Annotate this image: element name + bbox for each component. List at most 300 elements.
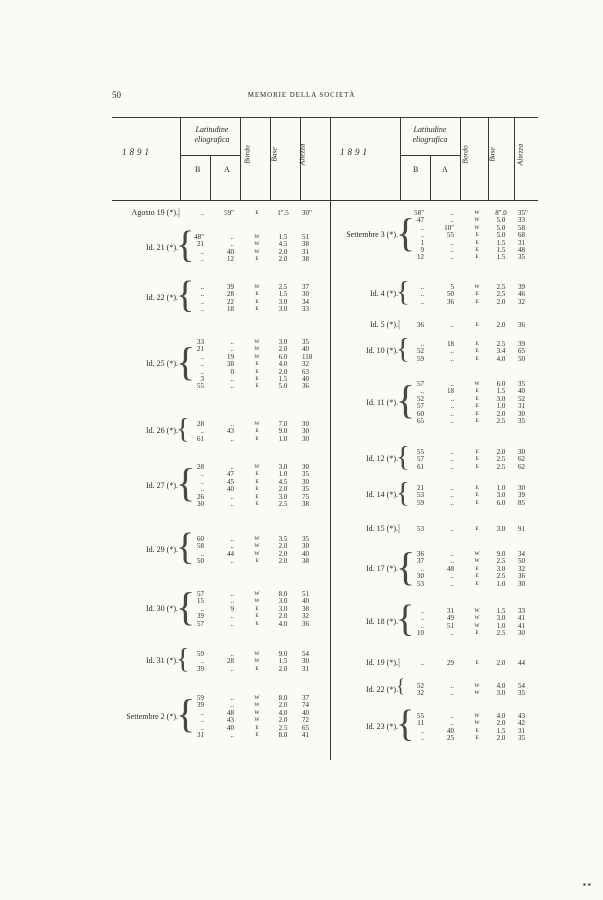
cell-b: .. <box>420 659 424 667</box>
date-label: Id. 10 (*). <box>366 346 398 356</box>
cell-b: .. <box>420 290 424 299</box>
cell-bordo: E <box>475 499 479 506</box>
date-label: Id. 22 (*). <box>366 684 398 694</box>
cell-a: 47 <box>227 470 234 479</box>
cell-base: 2.5 <box>496 629 506 638</box>
year-label-right: 1891 <box>340 147 370 157</box>
cell-bordo: E <box>255 620 259 627</box>
top-rule <box>112 117 538 118</box>
cell-b: 55 <box>417 448 424 456</box>
corner-mark: ▪ ▪ <box>583 880 591 889</box>
cell-altezza: 54 <box>518 682 525 690</box>
cell-base: 5.0 <box>496 223 506 232</box>
group-brace: { <box>176 339 196 384</box>
year-label-left: 1891 <box>122 147 152 157</box>
cell-a: 45 <box>227 477 234 486</box>
cell-a: 9 <box>230 604 234 613</box>
cell-base: 6.0 <box>278 352 288 361</box>
cell-altezza: 34 <box>302 297 309 306</box>
cell-bordo: E <box>255 291 259 298</box>
cell-a: 29 <box>447 659 454 667</box>
cell-bordo: W <box>254 658 260 665</box>
cell-b: .. <box>420 387 424 396</box>
cell-altezza: 35 <box>518 417 525 425</box>
cell-a: .. <box>450 380 454 388</box>
cell-base: 2.0 <box>278 367 288 376</box>
group-brace: { <box>176 526 195 568</box>
cell-altezza: 41 <box>518 621 525 630</box>
cell-a: .. <box>230 375 234 383</box>
cell-base: 1.5 <box>278 290 288 299</box>
cell-base: 2.0 <box>278 701 288 710</box>
running-header <box>0 90 603 102</box>
cell-b: 12 <box>417 253 424 262</box>
cell-a: 22 <box>227 297 234 306</box>
cell-altezza: 38 <box>302 240 309 249</box>
cell-b: 57 <box>417 402 424 411</box>
cell-a: 40 <box>227 247 234 256</box>
cell-a: .. <box>230 345 234 354</box>
cell-base: 1.5 <box>496 607 506 615</box>
group-brace: { <box>396 598 415 640</box>
group-brace: { <box>176 224 195 266</box>
cell-bordo: E <box>475 291 479 298</box>
cell-base: 4.0 <box>278 708 288 717</box>
cell-b: .. <box>200 470 204 479</box>
cell-altezza: 36 <box>518 321 525 329</box>
cell-base: 1.5 <box>278 375 288 383</box>
cell-base: 1.5 <box>496 726 506 735</box>
cell-base: 1.5 <box>278 233 288 241</box>
cell-bordo: E <box>475 449 479 455</box>
cell-base: 2.0 <box>278 542 288 551</box>
cell-base: 2.0 <box>278 549 288 558</box>
cell-bordo: E <box>255 665 259 672</box>
cell-base: 3.0 <box>496 525 506 533</box>
cell-a: .. <box>230 542 234 551</box>
cell-bordo: W <box>474 608 480 614</box>
cell-a: .. <box>450 354 454 363</box>
cell-b: .. <box>200 427 204 436</box>
cell-b: .. <box>200 657 204 666</box>
cell-altezza: 35 <box>518 734 525 743</box>
cell-base: 1.5 <box>496 253 506 262</box>
group-brace: { <box>396 676 406 697</box>
cell-bordo: E <box>475 463 479 470</box>
cell-altezza: 30 <box>518 484 525 492</box>
cell-base: 2.0 <box>496 734 506 743</box>
cell-base: 2.0 <box>496 409 506 418</box>
cell-b: 33 <box>197 338 204 346</box>
cell-altezza: 30 <box>518 629 525 638</box>
cell-base: 1.5 <box>496 246 506 254</box>
cell-bordo: W <box>474 615 480 622</box>
cell-bordo: E <box>475 403 479 410</box>
cell-altezza: 52 <box>518 394 525 403</box>
cell-b: 59 <box>197 650 204 658</box>
cell-a: 36 <box>447 297 454 306</box>
cell-b: .. <box>200 247 204 256</box>
cell-a: 25 <box>447 734 454 743</box>
cell-base: 8".0 <box>495 209 507 217</box>
cell-b: .. <box>200 716 204 725</box>
cell-base: 2.5 <box>496 572 506 581</box>
cell-altezza: 50 <box>518 354 525 363</box>
date-label: Id. 4 (*). <box>370 289 398 299</box>
group-brace: { <box>396 441 410 473</box>
cell-base: 3.0 <box>278 492 288 501</box>
cell-altezza: 38 <box>302 604 309 613</box>
cell-base: 1.5 <box>278 657 288 666</box>
group-brace: { <box>176 584 196 629</box>
cell-a: .. <box>230 240 234 249</box>
cell-a: .. <box>450 712 454 720</box>
cell-altezza: 37 <box>302 283 309 291</box>
cell-bordo: W <box>254 248 260 255</box>
cell-altezza: 35 <box>302 535 309 543</box>
cell-altezza: 31 <box>518 238 525 247</box>
cell-base: 2.5 <box>496 557 506 566</box>
cell-b: 60 <box>417 409 424 418</box>
cell-bordo: E <box>475 492 479 499</box>
cell-bordo: E <box>475 580 479 587</box>
single-bar: | <box>398 523 401 534</box>
date-label: Id. 23 (*). <box>366 722 398 732</box>
cell-a: 0 <box>230 367 234 376</box>
date-label: Id. 12 (*). <box>366 454 398 464</box>
cell-b: 60 <box>197 535 204 543</box>
cell-a: .. <box>230 434 234 443</box>
cell-base: 3.0 <box>278 338 288 346</box>
cell-b: 37 <box>417 557 424 566</box>
group-brace: { <box>396 333 410 365</box>
cell-base: 4.0 <box>496 682 506 690</box>
cell-altezza: 36 <box>302 382 309 391</box>
cell-a: 31 <box>447 607 454 615</box>
cell-b: .. <box>200 485 204 494</box>
cell-a: .. <box>450 347 454 356</box>
cell-altezza: 38 <box>302 500 309 508</box>
cell-b: 21 <box>417 484 424 492</box>
cell-a: .. <box>450 579 454 588</box>
cell-b: .. <box>420 621 424 630</box>
cell-bordo: W <box>254 284 260 290</box>
cell-altezza: 30 <box>302 657 309 666</box>
date-label: Id. 15 (*). <box>366 524 398 533</box>
cell-base: 7.0 <box>278 420 288 428</box>
header-bottom-rule <box>112 200 538 201</box>
cell-altezza: 35" <box>518 209 528 217</box>
cell-bordo: W <box>474 217 480 224</box>
cell-altezza: 40 <box>518 387 525 396</box>
cell-bordo: E <box>475 239 479 246</box>
cell-a: .. <box>450 498 454 507</box>
cell-b: .. <box>200 604 204 613</box>
cell-altezza: 30 <box>302 542 309 551</box>
cell-bordo: W <box>474 558 480 565</box>
cell-b: 53 <box>417 525 424 533</box>
cell-altezza: 51 <box>302 233 309 241</box>
cell-b: 39 <box>197 664 204 673</box>
cell-altezza: 33 <box>302 305 309 314</box>
cell-a: 28 <box>227 657 234 666</box>
cell-a: .. <box>450 550 454 558</box>
cell-altezza: 42 <box>518 719 525 728</box>
cell-altezza: 32 <box>302 612 309 621</box>
cell-altezza: 39 <box>518 491 525 500</box>
cell-altezza: 51 <box>302 590 309 598</box>
cell-altezza: 35 <box>518 253 525 262</box>
cell-a: .. <box>450 321 454 329</box>
cell-b: 30 <box>417 572 424 581</box>
cell-altezza: 74 <box>302 701 309 710</box>
cell-a: .. <box>230 664 234 673</box>
cell-base: 2.5 <box>278 500 288 508</box>
date-label: Id. 27 (*). <box>146 480 178 490</box>
cell-bordo: W <box>474 690 480 697</box>
cell-b: 26 <box>197 492 204 501</box>
cell-bordo: W <box>254 346 260 353</box>
cell-b: .. <box>200 255 204 264</box>
cell-base: 9.0 <box>496 550 506 558</box>
cell-a: .. <box>450 246 454 254</box>
cell-base: 2.5 <box>278 283 288 291</box>
cell-base: 2.0 <box>496 659 506 667</box>
cell-altezza: 62 <box>518 462 525 471</box>
cell-altezza: 54 <box>302 650 309 658</box>
cell-bordo: E <box>475 727 479 734</box>
cell-altezza: 32 <box>518 564 525 573</box>
cell-altezza: 40 <box>302 597 309 606</box>
cell-bordo: E <box>475 322 479 328</box>
cell-a: .. <box>230 420 234 428</box>
cell-altezza: 40 <box>302 549 309 558</box>
cell-b: .. <box>420 297 424 306</box>
cell-base: 9.0 <box>278 427 288 436</box>
cell-bordo: W <box>474 551 480 557</box>
date-label: Id. 25 (*). <box>146 359 178 369</box>
col-b-header-right: B <box>413 165 419 174</box>
cell-bordo: E <box>475 348 479 355</box>
cell-b: 59 <box>417 498 424 507</box>
cell-bordo: W <box>254 339 260 345</box>
date-label: Id. 14 (*). <box>366 490 398 500</box>
cell-bordo: E <box>475 630 479 637</box>
cell-a: 50 <box>447 290 454 299</box>
cell-bordo: E <box>255 376 259 382</box>
cell-bordo: E <box>475 735 479 742</box>
single-bar: | <box>178 207 181 218</box>
cell-a: .. <box>450 557 454 566</box>
cell-a: 18 <box>227 305 234 314</box>
cell-altezza: 35 <box>518 689 525 698</box>
cell-a: .. <box>230 382 234 391</box>
cell-a: .. <box>230 612 234 621</box>
cell-b: .. <box>200 305 204 314</box>
cell-bordo: E <box>255 368 259 375</box>
cell-a: .. <box>450 402 454 411</box>
cell-altezza: 31 <box>302 664 309 673</box>
cell-bordo: W <box>254 464 260 470</box>
date-label: Id. 22 (*). <box>146 293 178 303</box>
cell-a: .. <box>450 719 454 728</box>
cell-base: 3.5 <box>278 535 288 543</box>
cell-base: 4.0 <box>278 619 288 628</box>
cell-bordo: E <box>255 501 259 507</box>
cell-altezza: 30 <box>302 477 309 486</box>
group-brace: { <box>396 276 410 308</box>
cell-b: 52 <box>417 394 424 403</box>
cell-b: 39 <box>197 701 204 710</box>
cell-b: .. <box>420 607 424 615</box>
cell-base: 2.0 <box>496 719 506 728</box>
cell-bordo: E <box>255 732 259 738</box>
cell-bordo: E <box>255 210 259 216</box>
date-label: Id. 17 (*). <box>366 563 398 573</box>
cell-base: 2.0 <box>278 255 288 264</box>
cell-b: 30 <box>197 500 204 508</box>
cell-altezza: 38 <box>302 557 309 566</box>
cell-b: 47 <box>417 216 424 225</box>
cell-a: .. <box>450 238 454 247</box>
cell-b: .. <box>420 564 424 573</box>
cell-b: .. <box>200 209 204 217</box>
cell-a: 38 <box>227 360 234 369</box>
cell-bordo: W <box>254 717 260 724</box>
cell-bordo: E <box>255 471 259 478</box>
cell-altezza: 38 <box>302 255 309 264</box>
page-number: 50 <box>112 90 121 100</box>
cell-altezza: 68 <box>518 231 525 240</box>
date-label: Id. 11 (*). <box>366 397 398 407</box>
cell-base: 3.0 <box>278 305 288 314</box>
cell-a: .. <box>230 701 234 710</box>
cell-altezza: 30 <box>518 448 525 456</box>
cell-base: 2.0 <box>278 485 288 494</box>
cell-bordo: E <box>475 418 479 424</box>
col-a-header-right: A <box>442 165 448 174</box>
cell-a: 59" <box>224 209 234 217</box>
cell-bordo: E <box>255 298 259 305</box>
cell-altezza: 40 <box>302 708 309 717</box>
cell-a: 10" <box>444 223 454 232</box>
cell-base: 2.0 <box>496 448 506 456</box>
cell-a: .. <box>450 417 454 425</box>
cell-altezza: 30 <box>302 427 309 436</box>
cell-base: 3.0 <box>278 597 288 606</box>
cell-base: 3.0 <box>278 463 288 471</box>
cell-b: 1 <box>420 238 424 247</box>
cell-b: .. <box>200 549 204 558</box>
cell-bordo: W <box>254 598 260 605</box>
cell-base: 4.5 <box>278 477 288 486</box>
date-label: Id. 31 (*). <box>146 656 178 666</box>
cell-altezza: 32 <box>302 360 309 369</box>
cell-a: .. <box>450 572 454 581</box>
cell-a: 51 <box>447 621 454 630</box>
date-label: Agosto 19 (*). <box>131 208 178 217</box>
cell-bordo: E <box>475 485 479 491</box>
cell-b: .. <box>200 723 204 732</box>
cell-bordo: W <box>474 284 480 290</box>
center-divider <box>330 200 331 760</box>
cell-b: 58" <box>414 209 424 217</box>
cell-b: 21 <box>197 345 204 354</box>
cell-base: 2.5 <box>496 290 506 299</box>
cell-a: .. <box>450 394 454 403</box>
cell-a: 48 <box>447 564 454 573</box>
cell-base: 2.5 <box>496 455 506 464</box>
cell-b: 52 <box>417 682 424 690</box>
cell-altezza: 91 <box>518 525 525 533</box>
cell-bordo: E <box>255 605 259 612</box>
base-header-right: Base <box>487 147 497 162</box>
cell-b: 39 <box>197 612 204 621</box>
cell-base: 3.0 <box>496 689 506 698</box>
group-brace: { <box>176 460 196 505</box>
cell-a: 40 <box>227 723 234 732</box>
cell-b: 57 <box>197 619 204 628</box>
cell-b: 55 <box>197 382 204 391</box>
cell-a: .. <box>230 463 234 471</box>
header-divider <box>330 117 331 200</box>
cell-a: .. <box>230 557 234 566</box>
cell-b: .. <box>420 614 424 623</box>
cell-b: .. <box>420 726 424 735</box>
cell-a: 39 <box>227 283 234 291</box>
latitude-header-left: Latitudine eliografica <box>194 125 230 144</box>
group-brace: { <box>176 643 190 675</box>
cell-altezza: 30 <box>518 579 525 588</box>
cell-b: 15 <box>197 597 204 606</box>
cell-bordo: E <box>255 493 259 500</box>
cell-b: .. <box>200 290 204 299</box>
cell-a: 44 <box>227 549 234 558</box>
cell-b: 48" <box>194 233 204 241</box>
cell-base: 1.0 <box>278 434 288 443</box>
cell-b: .. <box>420 283 424 291</box>
cell-base: 4.0 <box>496 354 506 363</box>
cell-a: .. <box>450 455 454 464</box>
cell-bordo: E <box>255 306 259 313</box>
cell-base: 2.5 <box>496 283 506 291</box>
cell-a: .. <box>450 629 454 638</box>
cell-b: 32 <box>417 689 424 698</box>
cell-a: .. <box>230 694 234 702</box>
cell-bordo: W <box>474 720 480 727</box>
cell-base: 6.0 <box>496 498 506 507</box>
cell-base: 4.5 <box>278 240 288 249</box>
cell-bordo: E <box>255 478 259 485</box>
cell-b: 36 <box>417 321 424 329</box>
cell-base: 6.0 <box>496 380 506 388</box>
cell-base: 2.0 <box>278 247 288 256</box>
cell-b: .. <box>200 297 204 306</box>
cell-altezza: 85 <box>518 498 525 507</box>
cell-b: .. <box>420 231 424 240</box>
cell-base: 3.0 <box>496 564 506 573</box>
cell-a: 18 <box>447 387 454 396</box>
group-brace: { <box>396 544 416 589</box>
cell-a: .. <box>450 209 454 217</box>
cell-altezza: 31 <box>518 726 525 735</box>
cell-b: 61 <box>197 434 204 443</box>
header-divider <box>210 155 211 200</box>
cell-a: 48 <box>227 708 234 717</box>
cell-altezza: 30" <box>302 209 312 217</box>
cell-bordo: E <box>475 660 479 666</box>
cell-bordo: W <box>254 709 260 716</box>
